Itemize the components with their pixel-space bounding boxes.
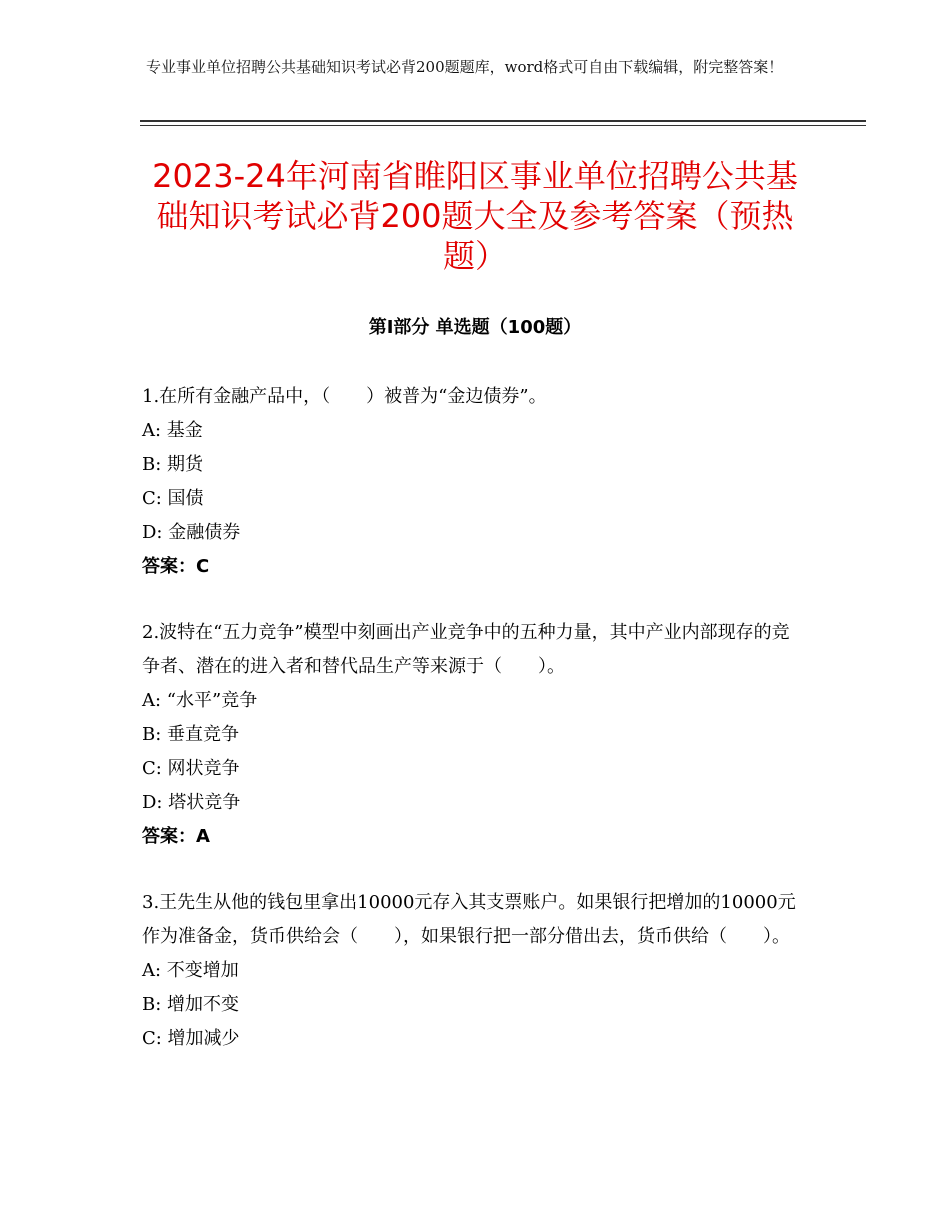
option-d: D: 金融债券 [142, 522, 241, 543]
option-c: C: 网状竞争 [142, 758, 240, 779]
option-a: A: “水平”竞争 [142, 690, 258, 711]
option-b: B: 垂直竞争 [142, 724, 240, 745]
option-d: D: 塔状竞争 [142, 792, 241, 813]
document-title: 2023-24年河南省睢阳区事业单位招聘公共基础知识考试必背200题大全及参考答案（预热题） [152, 157, 798, 275]
question-1 [142, 380, 802, 584]
option-a: A: 基金 [142, 420, 203, 441]
answer: 答案：A [142, 826, 210, 847]
question-text: 3.王先生从他的钱包里拿出10000元存入其支票账户。如果银行把增加的10000元作为准备金，货币供给会（ ），如果银行把一部分借出去，货币供给（ ）。 [142, 892, 796, 947]
question-text: 1.在所有金融产品中，（ ）被普为“金边债券”。 [142, 386, 547, 407]
header-divider-thick [140, 120, 866, 122]
question-2 [142, 616, 802, 854]
option-c: C: 国债 [142, 488, 204, 509]
option-b: B: 增加不变 [142, 994, 240, 1015]
question-text: 2.波特在“五力竞争”模型中刻画出产业竞争中的五种力量，其中产业内部现存的竞争者、潜在的进入者和替代品生产等来源于（ ）。 [142, 622, 790, 677]
header-note: 专业事业单位招聘公共基础知识考试必背200题题库，word格式可自由下载编辑，附完整答案！ [146, 58, 784, 76]
section-heading: 第Ⅰ部分 单选题（100题） [368, 317, 582, 338]
question-list [142, 380, 802, 1088]
answer: 答案：C [142, 556, 210, 577]
option-c: C: 增加减少 [142, 1028, 240, 1049]
option-a: A: 不变增加 [142, 960, 239, 981]
question-3 [142, 886, 802, 1056]
header-divider-thin [140, 125, 866, 126]
option-b: B: 期货 [142, 454, 204, 475]
